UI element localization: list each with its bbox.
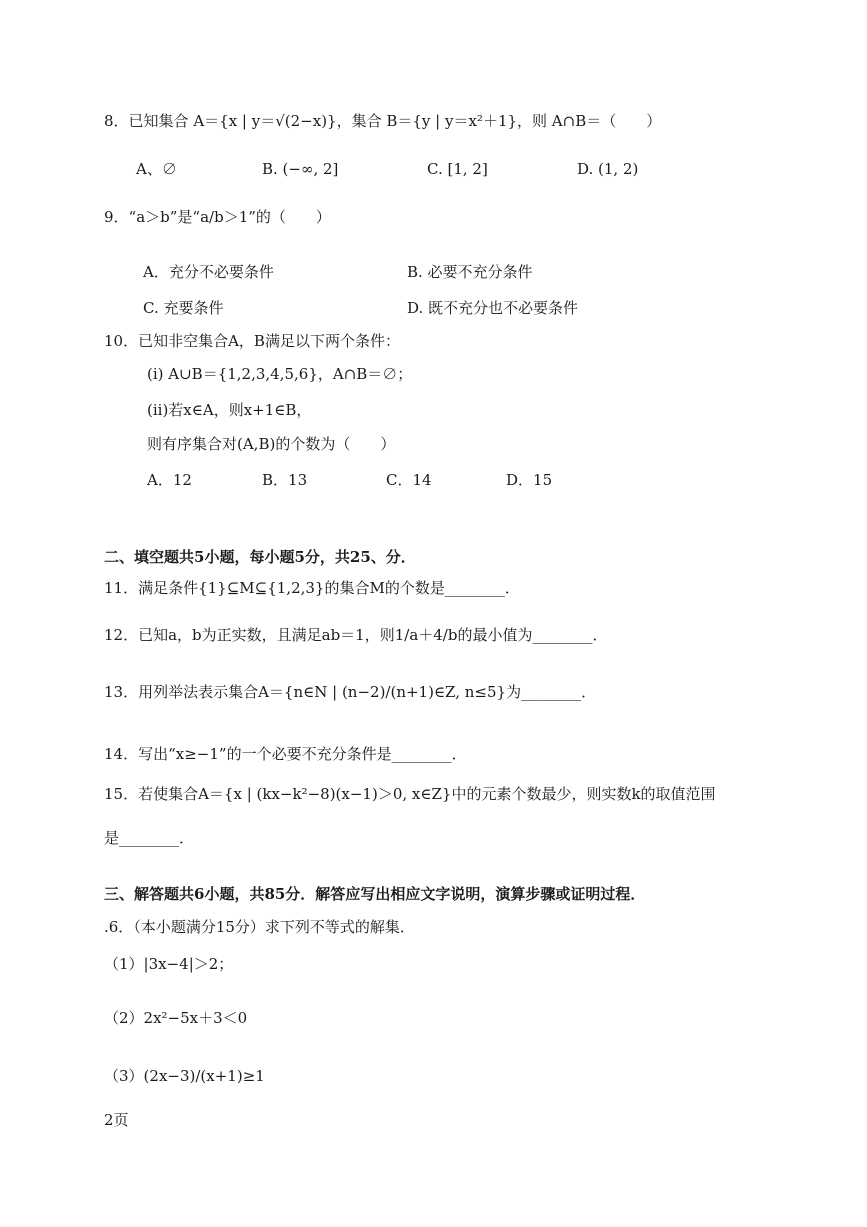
q15-number: 15． bbox=[104, 785, 139, 803]
q8-option-a: A、∅ bbox=[136, 160, 177, 178]
q16-stem bbox=[104, 917, 415, 937]
q10-option-a: A．12 bbox=[147, 471, 192, 489]
q13-number: 13． bbox=[104, 683, 139, 701]
q10-condition-1: (i) A∪B＝{1,2,3,4,5,6}，A∩B＝∅； bbox=[147, 365, 413, 383]
q10-condition-2: (ii)若x∈A，则x+1∈B， bbox=[147, 401, 312, 419]
q9-option-a: A．充分不必要条件 bbox=[143, 263, 274, 281]
q10-option-d: D．15 bbox=[506, 471, 553, 489]
q8-text: 已知集合 A＝{x | y＝√(2−x)}，集合 B＝{y | y＝x²＋1}，则 A∩B＝（ ） bbox=[128, 112, 662, 130]
section-3-heading: 三、解答题共6小题，共85分．解答应写出相应文字说明，演算步骤或证明过程． bbox=[104, 885, 646, 903]
q16-number: .6． bbox=[104, 918, 134, 936]
q13 bbox=[104, 682, 596, 702]
q16-part-2: （2）2x²−5x＋3＜0 bbox=[104, 1009, 248, 1027]
q11-number: 11． bbox=[104, 579, 139, 597]
q8-number: 8． bbox=[104, 112, 129, 130]
q9-option-b: B. 必要不充分条件 bbox=[407, 263, 533, 281]
q16-part-3: （3）(2x−3)/(x+1)≥1 bbox=[104, 1067, 265, 1085]
q11-text: 满足条件{1}⊆M⊆{1,2,3}的集合M的个数是________． bbox=[138, 579, 520, 597]
page-footer: 2页 bbox=[104, 1111, 129, 1129]
q12 bbox=[104, 625, 607, 645]
q16-text: （本小题满分15分）求下列不等式的解集． bbox=[133, 918, 415, 936]
q8-option-c: C. [1, 2] bbox=[427, 160, 488, 178]
q9-text: “a＞b”是“a/b＞1”的（ ） bbox=[128, 208, 331, 226]
q10-option-b: B．13 bbox=[262, 471, 308, 489]
q10-ask: 则有序集合对(A,B)的个数为（ ） bbox=[147, 435, 396, 453]
q12-number: 12． bbox=[104, 626, 139, 644]
q10-number: 10． bbox=[104, 332, 139, 350]
q9-number: 9． bbox=[104, 208, 129, 226]
q10-text: 已知非空集合A，B满足以下两个条件： bbox=[138, 332, 400, 350]
q10-option-c: C．14 bbox=[386, 471, 432, 489]
section-2-heading: 二、填空题共5小题，每小题5分，共25、分． bbox=[104, 548, 416, 566]
q13-text: 用列举法表示集合A＝{n∈N | (n−2)/(n+1)∈Z, n≤5}为________． bbox=[138, 683, 597, 701]
q9-option-c: C. 充要条件 bbox=[143, 299, 224, 317]
q16-part-1: （1）|3x−4|＞2； bbox=[104, 955, 234, 973]
q8-stem bbox=[104, 111, 661, 131]
q12-text: 已知a，b为正实数，且满足ab＝1，则1/a＋4/b的最小值为________． bbox=[138, 626, 608, 644]
q15-continuation: 是________． bbox=[104, 829, 195, 847]
q9-stem bbox=[104, 207, 331, 227]
q11 bbox=[104, 578, 520, 598]
q15 bbox=[104, 784, 716, 804]
q10-stem bbox=[104, 331, 400, 351]
q15-text: 若使集合A＝{x | (kx−k²−8)(x−1)＞0, x∈Z}中的元素个数最少，则实数k的取值范围 bbox=[138, 785, 716, 803]
q14-number: 14． bbox=[104, 745, 139, 763]
q14-text: 写出“x≥−1”的一个必要不充分条件是________． bbox=[138, 745, 467, 763]
q9-option-d: D. 既不充分也不必要条件 bbox=[407, 299, 579, 317]
q8-option-b: B. (−∞, 2] bbox=[262, 160, 339, 178]
q14 bbox=[104, 744, 467, 764]
q8-option-d: D. (1, 2) bbox=[577, 160, 639, 178]
